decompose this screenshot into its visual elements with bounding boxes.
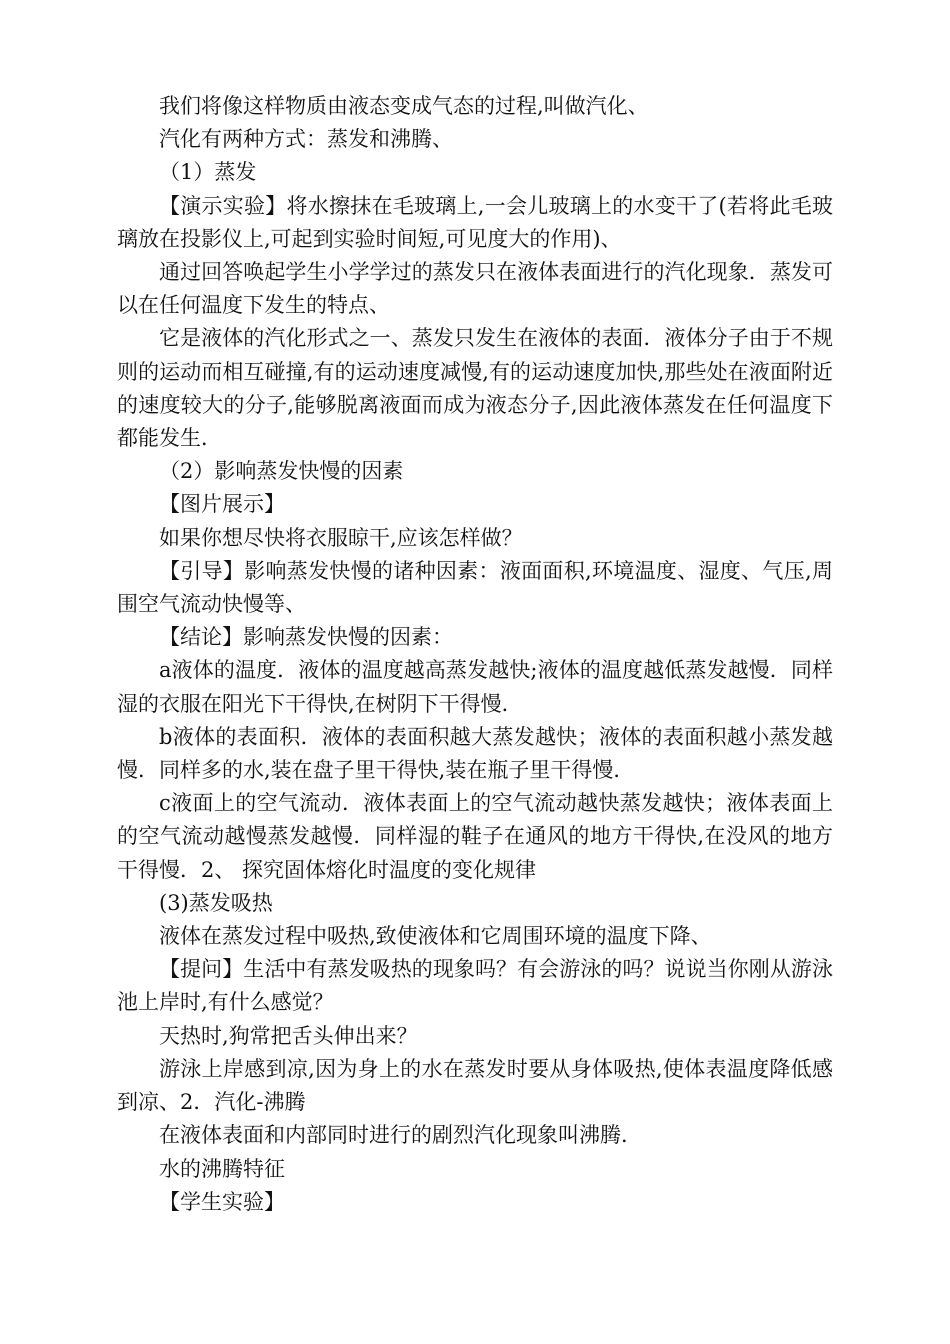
- paragraph-drying-question: 如果你想尽快将衣服晾干,应该怎样做？: [159, 525, 523, 550]
- paragraph-demo-experiment: 【演示实验】将水擦抹在毛玻璃上,一会儿玻璃上的水变干了(若将此毛玻璃放在投影仪上,可起到实验时间短,可见度大的作用)、: [117, 193, 833, 251]
- paragraph-review-evaporation: 通过回答唤起学生小学学过的蒸发只在液体表面进行的汽化现象．蒸发可以在任何温度下发生的特点、: [117, 260, 833, 318]
- paragraph-boiling-characteristics: 水的沸腾特征: [159, 1156, 285, 1181]
- paragraph-vaporization-definition: 我们将像这样物质由液态变成气态的过程,叫做汽化、: [159, 94, 649, 118]
- paragraph-boiling-definition: 在液体表面和内部同时进行的剧烈汽化现象叫沸腾．: [159, 1123, 642, 1148]
- paragraph-factor-surface-area: b液体的表面积．液体的表面积越大蒸发越快；液体的表面积越小蒸发越慢．同样多的水,装在盘子里干得快,装在瓶子里干得慢．: [117, 724, 833, 783]
- label-picture-display: 【图片展示】: [159, 492, 285, 517]
- document-body: [117, 90, 833, 1219]
- label-conclusion: 【结论】影响蒸发快慢的因素：: [159, 625, 453, 650]
- heading-evaporation-absorbs-heat: (3)蒸发吸热: [159, 890, 273, 915]
- paragraph-heat-absorption: 液体在蒸发过程中吸热,致使液体和它周围环境的温度下降、: [159, 924, 712, 949]
- heading-evaporation-factors: （2）影响蒸发快慢的因素: [159, 459, 404, 484]
- paragraph-vaporization-types: 汽化有两种方式：蒸发和沸腾、: [159, 127, 453, 152]
- paragraph-dog-tongue: 天热时,狗常把舌头伸出来？: [159, 1023, 418, 1048]
- paragraph-factor-temperature: a液体的温度．液体的温度越高蒸发越快;液体的温度越低蒸发越慢．同样湿的衣服在阳光下干得快,在树阴下干得慢．: [117, 658, 833, 716]
- heading-evaporation: （1）蒸发: [159, 160, 257, 185]
- paragraph-swimming-explanation: 游泳上岸感到凉,因为身上的水在蒸发时要从身体吸热,使体表温度降低感到凉、2．汽化-沸腾: [117, 1056, 833, 1115]
- paragraph-question-swimming: 【提问】生活中有蒸发吸热的现象吗？有会游泳的吗？说说当你刚从游泳池上岸时,有什么感觉？: [117, 957, 833, 1015]
- paragraph-molecular-explanation: 它是液体的汽化形式之一、蒸发只发生在液体的表面．液体分子由于不规则的运动而相互碰撞,有的运动速度减慢,有的运动速度加快,那些处在液面附近的速度较大的分子,能够脱离液面而成为液态分子,因此液体蒸发在任何温度下都能发生．: [117, 326, 833, 451]
- paragraph-factor-air-flow: c液面上的空气流动．液体表面上的空气流动越快蒸发越快；液体表面上的空气流动越慢蒸发越慢．同样湿的鞋子在通风的地方干得快,在没风的地方干得慢．2、 探究固体熔化时温度的变化规律: [117, 791, 833, 882]
- label-student-experiment: 【学生实验】: [159, 1189, 285, 1214]
- paragraph-guidance: 【引导】影响蒸发快慢的诸种因素：液面面积,环境温度、湿度、气压,周围空气流动快慢等、: [117, 558, 833, 617]
